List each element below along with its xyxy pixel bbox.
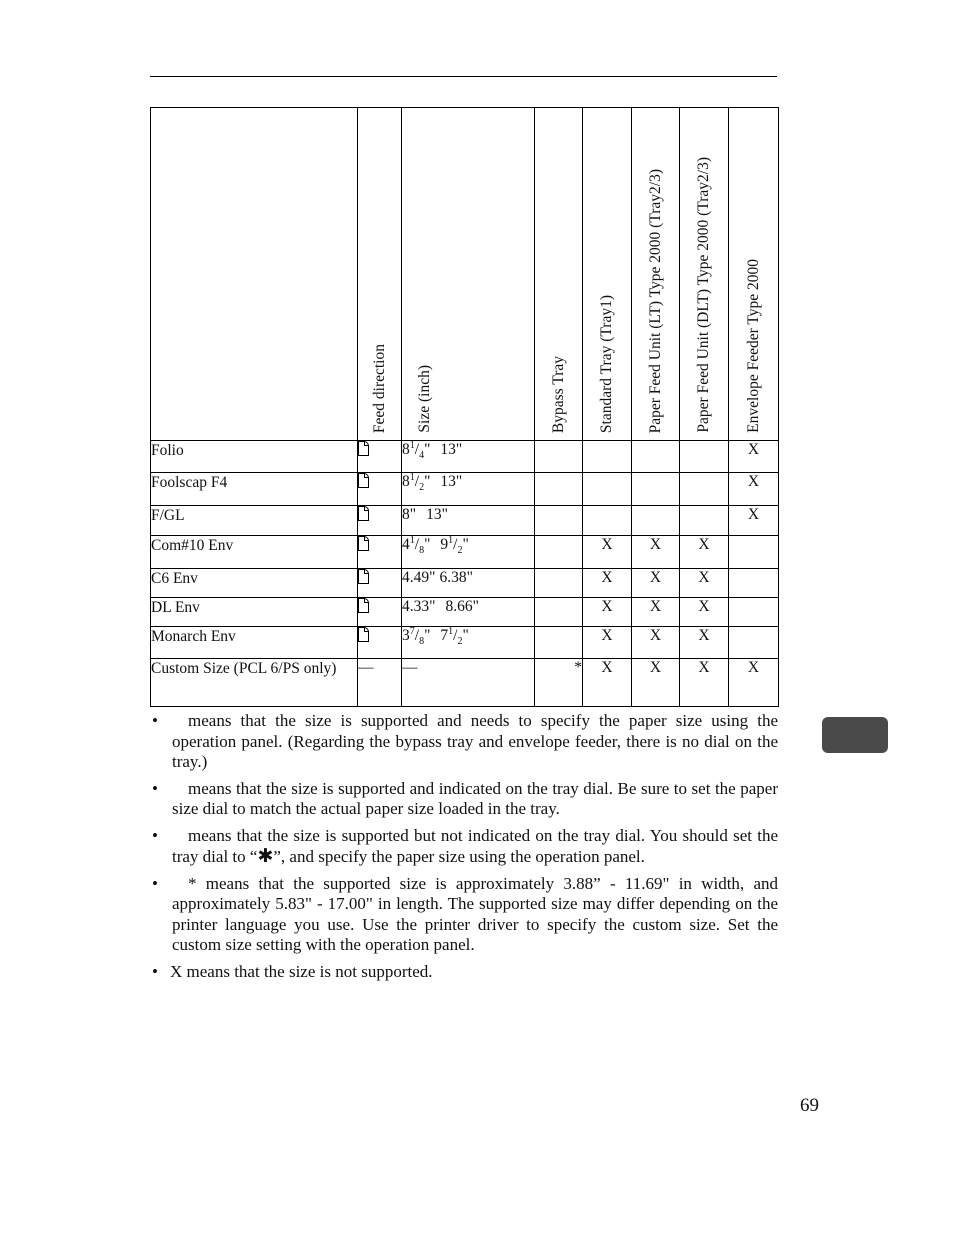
feed-direction-cell — [358, 598, 402, 627]
pfu-dlt-cell: X — [680, 536, 729, 569]
bypass-cell — [535, 569, 583, 598]
table-row — [151, 569, 779, 598]
bypass-cell — [535, 473, 583, 506]
paper-name: Com#10 Env — [151, 536, 358, 569]
portrait-feed-icon — [358, 569, 369, 584]
asterisk-dial-icon: ✱ — [257, 845, 274, 867]
standard-cell: X — [583, 536, 632, 569]
paper-size-table — [150, 107, 779, 707]
bypass-cell: * — [535, 659, 583, 707]
table-row — [151, 659, 779, 707]
pfu-lt-cell — [632, 441, 680, 473]
standard-cell — [583, 441, 632, 473]
bypass-cell — [535, 441, 583, 473]
paper-name: Custom Size (PCL 6/PS only) — [151, 659, 358, 707]
envelope-cell — [729, 536, 779, 569]
standard-cell: X — [583, 627, 632, 659]
header-bypass-tray: Bypass Tray — [535, 108, 583, 441]
envelope-cell: X — [729, 473, 779, 506]
pfu-lt-cell: X — [632, 659, 680, 707]
envelope-cell: X — [729, 441, 779, 473]
header-envelope-feeder: Envelope Feeder Type 2000 — [729, 108, 779, 441]
pfu-lt-cell: X — [632, 536, 680, 569]
header-rule — [150, 76, 777, 77]
note-item: • means that the size is supported and needs to specify the paper size using the operation panel. (Regarding the bypass tray and envelope feeder, there is no dial on the tray.) — [152, 711, 778, 771]
feed-direction-cell — [358, 506, 402, 536]
feed-direction-cell: — — [358, 659, 402, 707]
note-item: • means that the size is supported but not indicated on the tray dial. You should set the tray dial to “✱”, and specify the paper size using the operation panel. — [152, 825, 778, 867]
table-row — [151, 441, 779, 473]
bypass-cell — [535, 598, 583, 627]
portrait-feed-icon — [358, 441, 369, 456]
feed-direction-cell — [358, 536, 402, 569]
note-item: • means that the size is supported and indicated on the tray dial. Be sure to set the paper size dial to match the actual paper size loaded in the tray. — [152, 778, 778, 818]
header-pfu-lt: Paper Feed Unit (LT) Type 2000 (Tray2/3) — [632, 108, 680, 441]
pfu-dlt-cell: X — [680, 598, 729, 627]
pfu-dlt-cell: X — [680, 569, 729, 598]
portrait-feed-icon — [358, 598, 369, 613]
paper-name: Foolscap F4 — [151, 473, 358, 506]
feed-direction-cell — [358, 569, 402, 598]
envelope-cell — [729, 598, 779, 627]
table-header-row — [151, 108, 779, 441]
paper-name: DL Env — [151, 598, 358, 627]
standard-cell: X — [583, 598, 632, 627]
standard-cell — [583, 506, 632, 536]
table-row — [151, 627, 779, 659]
paper-name: C6 Env — [151, 569, 358, 598]
table-row — [151, 536, 779, 569]
header-standard-tray: Standard Tray (Tray1) — [583, 108, 632, 441]
bypass-cell — [535, 506, 583, 536]
pfu-dlt-cell: X — [680, 627, 729, 659]
pfu-lt-cell: X — [632, 627, 680, 659]
paper-name: Monarch Env — [151, 627, 358, 659]
size-cell: $8^1/_2$" 13" — [402, 473, 535, 506]
size-cell: — — [402, 659, 535, 707]
note-item: • X means that the size is not supported. — [152, 961, 433, 981]
envelope-cell — [729, 569, 779, 598]
size-cell: 8" 13" — [402, 506, 535, 536]
page-number: 69 — [800, 1095, 819, 1116]
legend-notes — [150, 711, 778, 988]
header-feed-direction: Feed direction — [358, 108, 402, 441]
paper-name: Folio — [151, 441, 358, 473]
table-row — [151, 598, 779, 627]
pfu-dlt-cell — [680, 473, 729, 506]
portrait-feed-icon — [358, 506, 369, 521]
envelope-cell: X — [729, 659, 779, 707]
bypass-cell — [535, 627, 583, 659]
header-pfu-dlt: Paper Feed Unit (DLT) Type 2000 (Tray2/3) — [680, 108, 729, 441]
size-cell: $8^1/_4$" 13" — [402, 441, 535, 473]
paper-name: F/GL — [151, 506, 358, 536]
standard-cell: X — [583, 569, 632, 598]
header-size-inch: Size (inch) — [402, 108, 535, 441]
header-paper-type — [151, 108, 358, 441]
size-cell: 4.33" 8.66" — [402, 598, 535, 627]
size-cell: $4^1/_8$" $9^1/_2$" — [402, 536, 535, 569]
portrait-feed-icon — [358, 627, 369, 642]
envelope-cell — [729, 627, 779, 659]
size-cell: 4.49" 6.38" — [402, 569, 535, 598]
pfu-dlt-cell — [680, 441, 729, 473]
envelope-cell: X — [729, 506, 779, 536]
pfu-lt-cell — [632, 506, 680, 536]
portrait-feed-icon — [358, 473, 369, 488]
size-cell: $3^7/_8$" $7^1/_2$" — [402, 627, 535, 659]
bypass-cell — [535, 536, 583, 569]
feed-direction-cell — [358, 627, 402, 659]
note-item: • * means that the supported size is approximately 3.88” - 11.69" in width, and approximately 5.83" - 17.00" in length. The supported size may differ depending on the printer language you use. Use the printer driver to specify the custom size. Set the custom size setting with the operation panel. — [152, 873, 778, 954]
table-row — [151, 506, 779, 536]
standard-cell: X — [583, 659, 632, 707]
portrait-feed-icon — [358, 536, 369, 551]
feed-direction-cell — [358, 473, 402, 506]
pfu-dlt-cell: X — [680, 659, 729, 707]
pfu-lt-cell: X — [632, 569, 680, 598]
pfu-lt-cell — [632, 473, 680, 506]
standard-cell — [583, 473, 632, 506]
feed-direction-cell — [358, 441, 402, 473]
chapter-tab-marker — [822, 717, 888, 753]
pfu-lt-cell: X — [632, 598, 680, 627]
table-row — [151, 473, 779, 506]
pfu-dlt-cell — [680, 506, 729, 536]
